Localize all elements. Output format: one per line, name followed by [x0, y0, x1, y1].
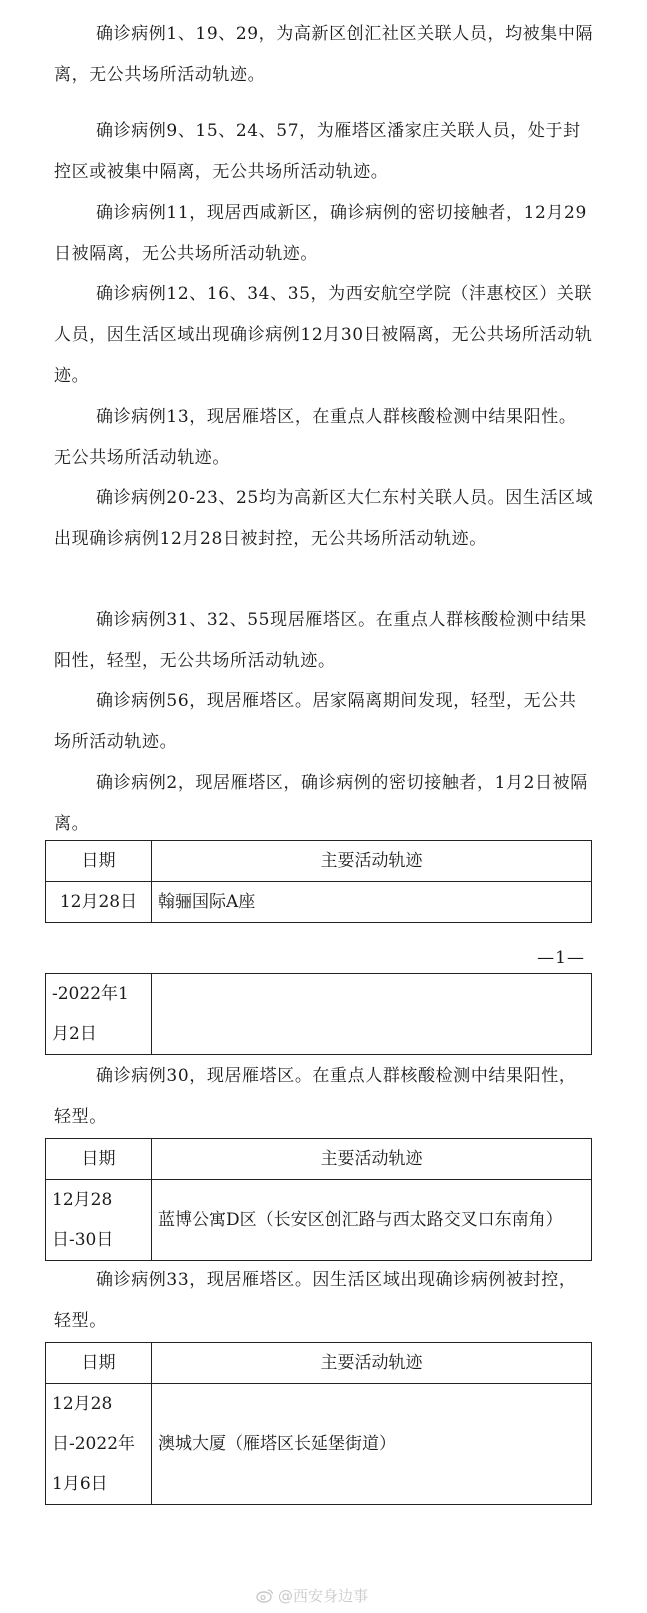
table-header-date: 日期 [46, 841, 152, 882]
track-table-case-2 [45, 840, 592, 923]
track-table-case-2-continued [45, 973, 592, 1055]
paragraph-case-30: 确诊病例30，现居雁塔区。在重点人群核酸检测中结果阳性，轻型。 [54, 1066, 577, 1127]
paragraph-case-2: 确诊病例2，现居雁塔区，确诊病例的密切接触者，1月2日被隔离。 [54, 773, 588, 834]
watermark [256, 1585, 368, 1606]
page-number: —1— [537, 948, 585, 968]
table-header-track: 主要活动轨迹 [152, 841, 592, 882]
track-table-case-30 [45, 1138, 592, 1261]
weibo-logo-icon [256, 1588, 274, 1603]
paragraph-case-13: 确诊病例13，现居雁塔区，在重点人群核酸检测中结果阳性。无公共场所活动轨迹。 [54, 407, 577, 468]
paragraph-case-20-25: 确诊病例20-23、25均为高新区大仁东村关联人员。因生活区域出现确诊病例12月28日被封控，无公共场所活动轨迹。 [54, 488, 594, 549]
table-cell-date: -2022年1月2日 [46, 974, 152, 1055]
paragraph-case-33: 确诊病例33，现居雁塔区。因生活区域出现确诊病例被封控，轻型。 [54, 1270, 577, 1331]
table-header-date: 日期 [46, 1343, 152, 1384]
paragraph-case-12-16-34-35: 确诊病例12、16、34、35，为西安航空学院（沣惠校区）关联人员，因生活区域出现确诊病例12月30日被隔离，无公共场所活动轨迹。 [54, 284, 593, 386]
paragraph-case-9-15-24-57: 确诊病例9、15、24、57，为雁塔区潘家庄关联人员，处于封控区或被集中隔离，无公共场所活动轨迹。 [54, 121, 581, 182]
paragraph-case-56: 确诊病例56，现居雁塔区。居家隔离期间发现，轻型，无公共场所活动轨迹。 [54, 691, 577, 752]
table-cell-date: 12月28日 [46, 882, 152, 923]
table-cell-track: 澳城大厦（雁塔区长延堡街道） [152, 1384, 592, 1505]
table-cell-track [152, 974, 592, 1055]
table-cell-track: 翰骊国际A座 [152, 882, 592, 923]
table-header-track: 主要活动轨迹 [152, 1343, 592, 1384]
track-table-case-33 [45, 1342, 592, 1505]
paragraph-case-1-19-29: 确诊病例1、19、29，为高新区创汇社区关联人员，均被集中隔离，无公共场所活动轨迹。 [54, 24, 594, 85]
watermark-text: @西安身边事 [278, 1587, 369, 1605]
table-cell-date: 12月28日-30日 [46, 1180, 152, 1261]
paragraph-case-31-32-55: 确诊病例31、32、55现居雁塔区。在重点人群核酸检测中结果阳性，轻型，无公共场所活动轨迹。 [54, 610, 587, 671]
table-header-track: 主要活动轨迹 [152, 1139, 592, 1180]
paragraph-case-11: 确诊病例11，现居西咸新区，确诊病例的密切接触者，12月29日被隔离，无公共场所活动轨迹。 [54, 203, 587, 264]
table-header-date: 日期 [46, 1139, 152, 1180]
table-cell-track: 蓝博公寓D区（长安区创汇路与西太路交叉口东南角） [152, 1180, 592, 1261]
table-cell-date: 12月28日-2022年1月6日 [46, 1384, 152, 1505]
